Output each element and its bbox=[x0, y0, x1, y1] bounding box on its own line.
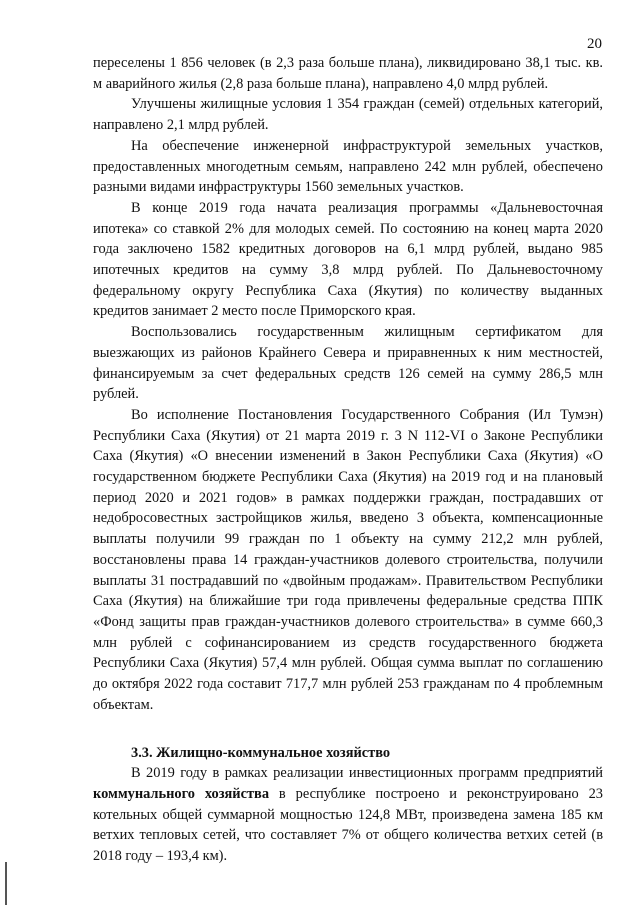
paragraph-communal-bold: коммунального хозяйства bbox=[93, 785, 270, 802]
paragraph-land-infrastructure: На обеспечение инженерной инфраструктурой земельных участков, предоставленных многодетным семьям, направлено 242 млн рублей, обеспечено разными видами инфраструктуры 1560 земельных участков. bbox=[93, 137, 603, 196]
section-heading: 3.3. Жилищно-коммунальное хозяйство bbox=[131, 744, 391, 761]
paragraph-far-east-mortgage: В конце 2019 года начата реализация программы «Дальневосточная ипотека» со ставкой 2% для молодых семей. По состоянию на конец марта 2020 года заключено 1582 кредитных договоров на 6,1 млрд рублей, выдано 985 ипотечных кредитов на сумму 3,8 млрд рублей. По Дальневосточному федеральному округу Республика Саха (Якутия) по количеству выданных кредитов занимает 2 место после Приморского края. bbox=[93, 199, 603, 320]
document-body bbox=[93, 53, 603, 867]
page-number: 20 bbox=[587, 36, 602, 52]
scan-edge-mark bbox=[5, 862, 7, 905]
paragraph-housing-conditions: Улучшены жилищные условия 1 354 граждан (семей) отдельных категорий, направлено 2,1 млрд рублей. bbox=[93, 96, 603, 134]
paragraph-communal-start: В 2019 году в рамках реализации инвестиционных программ предприятий bbox=[131, 765, 603, 782]
paragraph-housing-certificate: Воспользовались государственным жилищным сертификатом для выезжающих из районов Крайнего Севера и приравненных к ним местностей, финансируемым за счет федеральных средств 126 семей на сумму 286,5 млн рублей. bbox=[93, 324, 603, 403]
paragraph-shared-construction: Во исполнение Постановления Государственного Собрания (Ил Тумэн) Республики Саха (Якутия) от 21 марта 2019 г. 3 N 112-VI о Законе Республики Саха (Якутия) «О внесении изменений в Закон Республики Саха (Якутия) «О государственном бюджете Республики Саха (Якутия) на 2019 год и на плановый период 2020 и 2021 годов» в рамках поддержки граждан, пострадавших от недобросовестных застройщиков жилья, введено 3 объекта, компенсационные выплаты получили 99 граждан по 1 объекту на сумму 212,2 млн рублей, восстановлены права 14 граждан-участников долевого строительства, получили выплаты 31 пострадавший по «двойным продажам». Правительством Республики Саха (Якутия) на ближайшие три года привлечены федеральные средства ППК «Фонд защиты прав граждан-участников долевого строительства» в сумме 660,3 млн рублей с софинансированием из средств государственного бюджета Республики Саха (Якутия) 57,4 млн рублей. Общая сумма выплат по соглашению до октября 2022 года составит 717,7 млн рублей 253 гражданам по 4 проблемным объектам. bbox=[93, 406, 603, 713]
paragraph-communal-services bbox=[93, 763, 603, 867]
paragraph-resettlement: переселены 1 856 человек (в 2,3 раза больше плана), ликвидировано 38,1 тыс. кв. м аварийного жилья (2,8 раза больше плана), направлено 4,0 млрд рублей. bbox=[93, 55, 603, 92]
paragraph-communal-end: в республике построено и реконструировано 23 котельных общей суммарной мощностью 124,8 МВт, произведена замена 185 км ветхих тепловых сетей, что составляет 7% от общего количества ветхих сетей (в 2018 году – 193,4 км). bbox=[93, 785, 603, 865]
